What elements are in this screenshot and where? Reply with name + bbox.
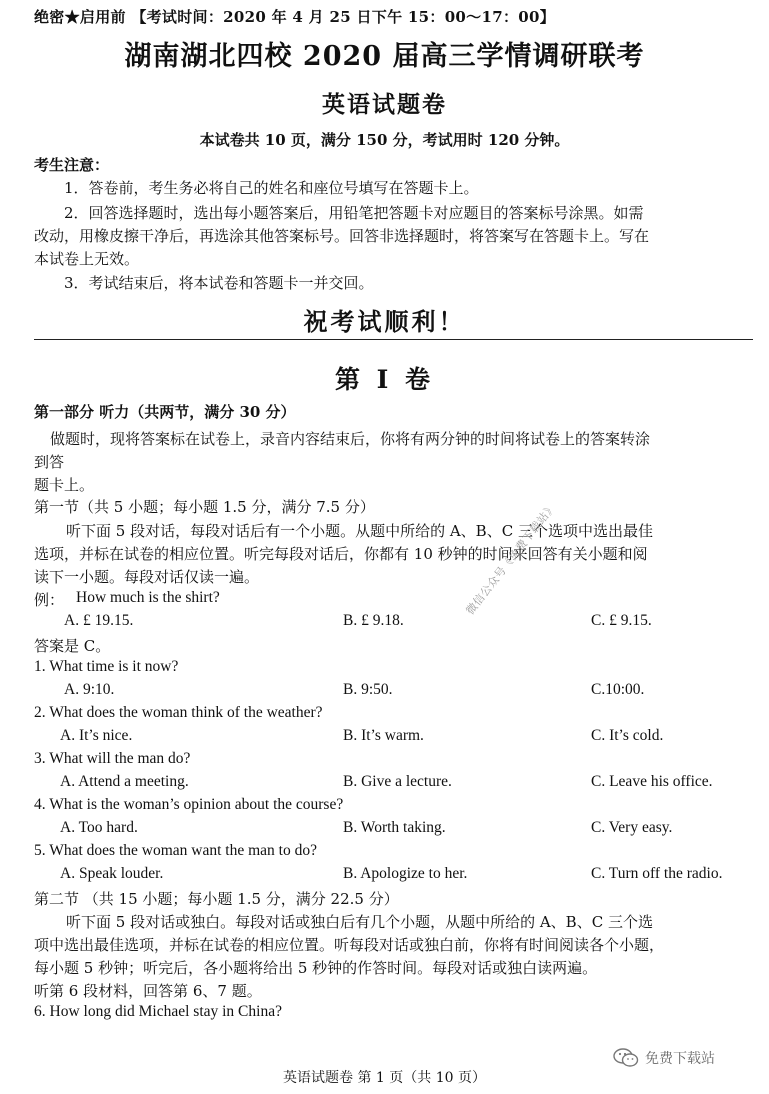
option-a: A. 9:10. <box>64 681 115 698</box>
notice-line: 1．答卷前，考生务必将自己的姓名和座位号填写在答题卡上。 <box>64 179 479 197</box>
section2-heading: 第二节 （共 15 小题；每小题 1.5 分，满分 22.5 分） <box>34 890 399 908</box>
notice-line: 本试卷上无效。 <box>34 250 140 268</box>
option-c: C. £ 9.15. <box>591 612 652 629</box>
material-note: 听第 6 段材料，回答第 6、7 题。 <box>34 982 262 1000</box>
part1-intro: 题卡上。 <box>34 476 95 494</box>
exam-title: 湖南湖北四校 2020 届高三学情调研联考 <box>124 41 645 72</box>
volume-heading: 第 Ⅰ 卷 <box>334 365 435 394</box>
option-b: B. Worth taking. <box>343 819 446 836</box>
option-b: B. 9:50. <box>343 681 393 698</box>
brand-label: 免费下载站 <box>645 1051 715 1067</box>
option-a: A. Speak louder. <box>60 865 164 882</box>
question: 4. What is the woman’s opinion about the course? <box>34 796 344 813</box>
example-label: 例： <box>34 591 65 609</box>
section2-instructions: 每小题 5 秒钟；听完后，各小题将给出 5 秒钟的作答时间。每段对话或独白读两遍。 <box>34 959 598 977</box>
question: 2. What does the woman think of the weather? <box>34 704 323 721</box>
section1-instructions: 读下一小题。每段对话仅读一遍。 <box>34 568 260 586</box>
part1-intro: 做题时，现将答案标在试卷上，录音内容结束后，你将有两分钟的时间将试卷上的答案转涂 <box>50 430 651 448</box>
section1-instructions: 选项，并标在试卷的相应位置。听完每段对话后，你都有 10 秒钟的时间来回答有关小题和阅 <box>34 545 648 563</box>
example-answer: 答案是 C。 <box>34 637 111 655</box>
option-b: B. Apologize to her. <box>343 865 468 882</box>
example-question: How much is the shirt? <box>76 589 220 606</box>
notice-heading: 考生注意： <box>34 156 110 174</box>
option-c: C. Turn off the radio. <box>591 865 723 882</box>
watermark: 微信公众号《免费下载站》 <box>463 500 559 618</box>
paper-info: 本试卷共 10 页，满分 150 分，考试用时 120 分钟。 <box>199 131 570 149</box>
option-b: B. £ 9.18. <box>343 612 404 629</box>
notice-line: 2．回答选择题时，选出每小题答案后，用铅笔把答题卡对应题目的答案标号涂黑。如需 <box>64 204 644 222</box>
confidential-line: 绝密★启用前 【考试时间：2020 年 4 月 25 日下午 15：00～17：00】 <box>34 8 556 26</box>
option-a: A. Attend a meeting. <box>60 773 189 790</box>
option-b: B. It’s warm. <box>343 727 424 744</box>
option-a: A. It’s nice. <box>60 727 133 744</box>
section2-instructions: 项中选出最佳选项，并标在试卷的相应位置。听每段对话或独白前，你将有时间阅读各个小题， <box>34 936 665 954</box>
question: 1. What time is it now? <box>34 658 179 675</box>
option-c: C. Leave his office. <box>591 773 713 790</box>
question: 5. What does the woman want the man to do? <box>34 842 317 859</box>
option-c: C. Very easy. <box>591 819 673 836</box>
option-b: B. Give a lecture. <box>343 773 452 790</box>
wechat-icon <box>613 1048 639 1068</box>
option-c: C.10:00. <box>591 681 645 698</box>
question: 3. What will the man do? <box>34 750 191 767</box>
part1-heading: 第一部分 听力（共两节，满分 30 分） <box>34 403 296 421</box>
section1-heading: 第一节（共 5 小题；每小题 1.5 分，满分 7.5 分） <box>34 498 375 516</box>
brand-badge <box>613 1048 715 1068</box>
paper-subtitle: 英语试题卷 <box>322 91 447 118</box>
option-a: A. £ 19.15. <box>64 612 134 629</box>
notice-line: 3．考试结束后，将本试卷和答题卡一并交回。 <box>64 274 374 292</box>
option-a: A. Too hard. <box>60 819 138 836</box>
option-c: C. It’s cold. <box>591 727 664 744</box>
part1-intro: 到答 <box>34 453 65 471</box>
divider <box>34 339 753 340</box>
section2-instructions: 听下面 5 段对话或独白。每段对话或独白后有几个小题，从题中所给的 A、B、C 三个选 <box>66 913 653 931</box>
page-footer: 英语试题卷 第 1 页（共 10 页） <box>283 1070 486 1086</box>
good-luck: 祝考试顺利！ <box>303 307 466 336</box>
notice-line: 改动，用橡皮擦干净后，再选涂其他答案标号。回答非选择题时，将答案写在答题卡上。写在 <box>34 227 650 245</box>
section1-instructions: 听下面 5 段对话，每段对话后有一个小题。从题中所给的 A、B、C 三个选项中选出最佳 <box>66 522 653 540</box>
question: 6. How long did Michael stay in China? <box>34 1003 282 1020</box>
